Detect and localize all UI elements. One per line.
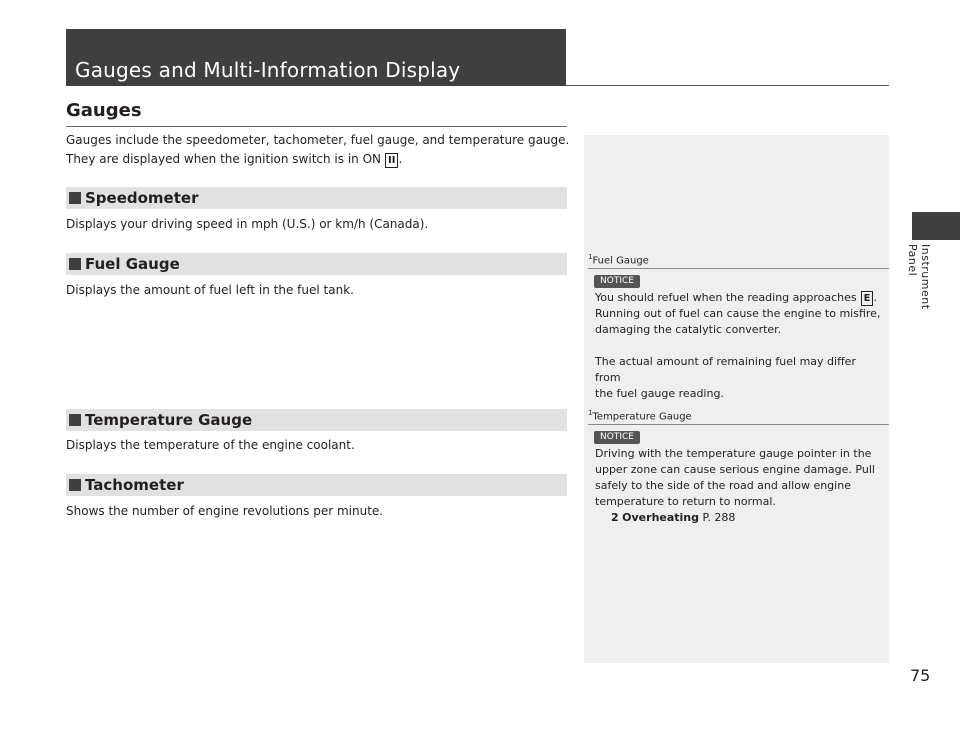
intro-line-2: They are displayed when the ignition switch is in ON II . bbox=[66, 152, 403, 166]
temperature-note-body: Driving with the temperature gauge pointer in the upper zone can cause serious engine damage. Pull safely to the side of the road and allow engine temperature to return to normal. bbox=[595, 447, 875, 508]
fuel-note-rule bbox=[588, 268, 889, 269]
chapter-tab bbox=[912, 212, 960, 240]
speedometer-text: Displays your driving speed in mph (U.S.) or km/h (Canada). bbox=[66, 217, 429, 231]
subsection-header-tachometer bbox=[66, 474, 567, 496]
subsection-header-fuel-gauge bbox=[66, 253, 567, 275]
subsection-title: Fuel Gauge bbox=[85, 255, 180, 273]
subsection-header-speedometer bbox=[66, 187, 567, 209]
chapter-title: Gauges and Multi-Information Display bbox=[75, 58, 461, 82]
temperature-note-heading: $^1$Temperature Gauge bbox=[588, 409, 692, 423]
section-rule bbox=[66, 126, 567, 127]
reference-arrow-icon: 2 bbox=[611, 511, 619, 524]
ignition-key-icon: II bbox=[385, 153, 398, 168]
bullet-square-icon bbox=[69, 258, 81, 270]
subsection-header-temperature-gauge bbox=[66, 409, 567, 431]
bullet-square-icon bbox=[69, 192, 81, 204]
intro-line-1: Gauges include the speedometer, tachometer, fuel gauge, and temperature gauge. bbox=[66, 133, 570, 147]
fuel-note-heading: $^1$Fuel Gauge bbox=[588, 253, 649, 267]
subsection-title: Tachometer bbox=[85, 476, 184, 494]
subsection-title: Temperature Gauge bbox=[85, 411, 253, 429]
temperature-gauge-text: Displays the temperature of the engine coolant. bbox=[66, 438, 355, 452]
bullet-square-icon bbox=[69, 479, 81, 491]
subsection-title: Speedometer bbox=[85, 189, 199, 207]
bullet-square-icon bbox=[69, 414, 81, 426]
empty-mark-icon: E bbox=[861, 291, 874, 306]
page-number: 75 bbox=[910, 666, 931, 685]
chapter-side-label: Instrument Panel bbox=[906, 244, 932, 310]
overheating-link[interactable]: 2 Overheating P. 288 bbox=[611, 511, 736, 524]
notice-badge: NOTICE bbox=[594, 275, 640, 288]
fuel-gauge-text: Displays the amount of fuel left in the fuel tank. bbox=[66, 283, 354, 297]
title-rule bbox=[566, 85, 889, 86]
fuel-note-body: You should refuel when the reading approaches E . Running out of fuel can cause the engine to misfire, damaging the catalytic converter. The actual amount of remaining fuel may differ from the fuel gauge reading. bbox=[595, 291, 881, 400]
section-title: Gauges bbox=[66, 100, 142, 121]
notice-badge: NOTICE bbox=[594, 431, 640, 444]
chapter-title-banner bbox=[66, 29, 566, 86]
temperature-note-rule bbox=[588, 424, 889, 425]
tachometer-text: Shows the number of engine revolutions per minute. bbox=[66, 504, 384, 518]
